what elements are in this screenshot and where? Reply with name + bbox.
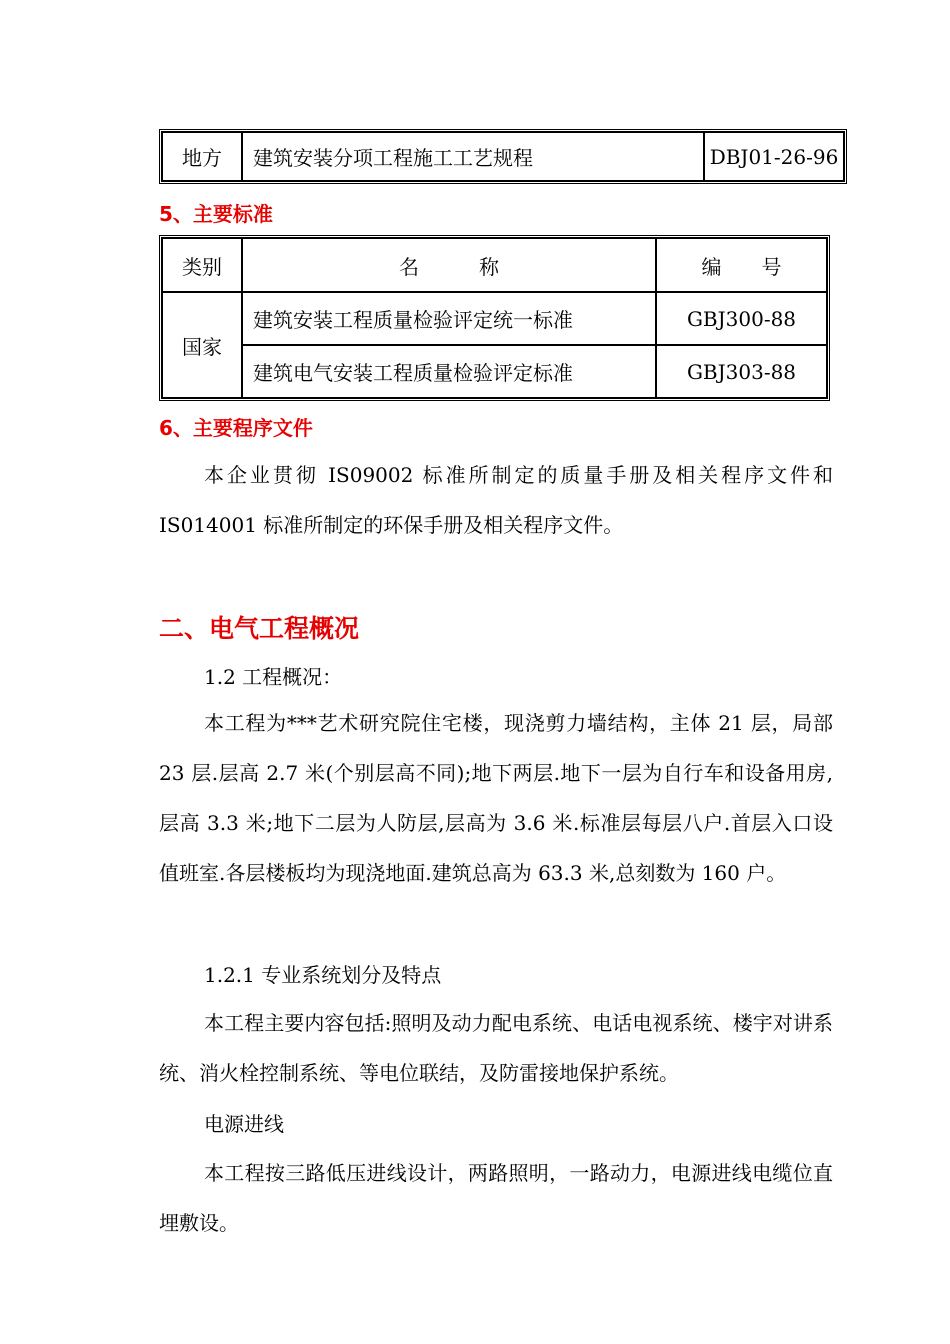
header-category: 类别: [162, 238, 242, 292]
subsection-1-2-1-heading: 1.2.1 专业系统划分及特点: [204, 963, 442, 987]
section-5-heading: 5、主要标准: [159, 202, 273, 226]
table-cell-name: 建筑安装工程质量检验评定统一标准: [242, 292, 656, 345]
table-cell-code: GBJ300-88: [656, 292, 827, 345]
table-cell-code: DBJ01-26-96: [704, 132, 844, 181]
header-name: 名 称: [242, 238, 656, 292]
local-standards-table: [159, 129, 847, 184]
section-6-heading: 6、主要程序文件: [159, 416, 313, 440]
table-row: [162, 292, 827, 345]
section-6-body: 本企业贯彻 IS09002 标准所制定的质量手册及相关程序文件和 IS014001 标准所制定的环保手册及相关程序文件。: [159, 463, 833, 537]
table-header-row: [162, 238, 827, 292]
table-row: [162, 345, 827, 398]
table-cell-category: 地方: [162, 132, 242, 181]
chapter-2-heading: 二、电气工程概况: [159, 614, 360, 643]
table-cell-name: 建筑电气安装工程质量检验评定标准: [242, 345, 656, 398]
table-row: [162, 132, 844, 181]
power-incoming-body: 本工程按三路低压进线设计，两路照明，一路动力，电源进线电缆位直埋敷设。: [159, 1161, 833, 1235]
table-cell-name: 建筑安装分项工程施工工艺规程: [242, 132, 704, 181]
subsection-1-2-heading: 1.2 工程概况：: [204, 665, 343, 689]
subsection-1-2-1-body: 本工程主要内容包括:照明及动力配电系统、电话电视系统、楼宇对讲系统、消火栓控制系统、等电位联结，及防雷接地保护系统。: [159, 1011, 833, 1085]
table-cell-category: 国家: [162, 292, 242, 398]
power-incoming-heading: 电源进线: [204, 1112, 284, 1136]
subsection-1-2-body: 本工程为***艺术研究院住宅楼，现浇剪力墙结构，主体 21 层，局部 23 层.层高 2.7 米(个别层高不同);地下两层.地下一层为自行车和设备用房,层高 3.3 米;地下二层为人防层,层高为 3.6 米.标准层每层八户.首层入口设值班室.各层楼板均为现浇地面.建筑总高为 63.3 米,总刻数为 160 户。: [159, 711, 833, 885]
main-standards-table: [159, 235, 830, 401]
table-cell-code: GBJ303-88: [656, 345, 827, 398]
header-code: 编 号: [656, 238, 827, 292]
